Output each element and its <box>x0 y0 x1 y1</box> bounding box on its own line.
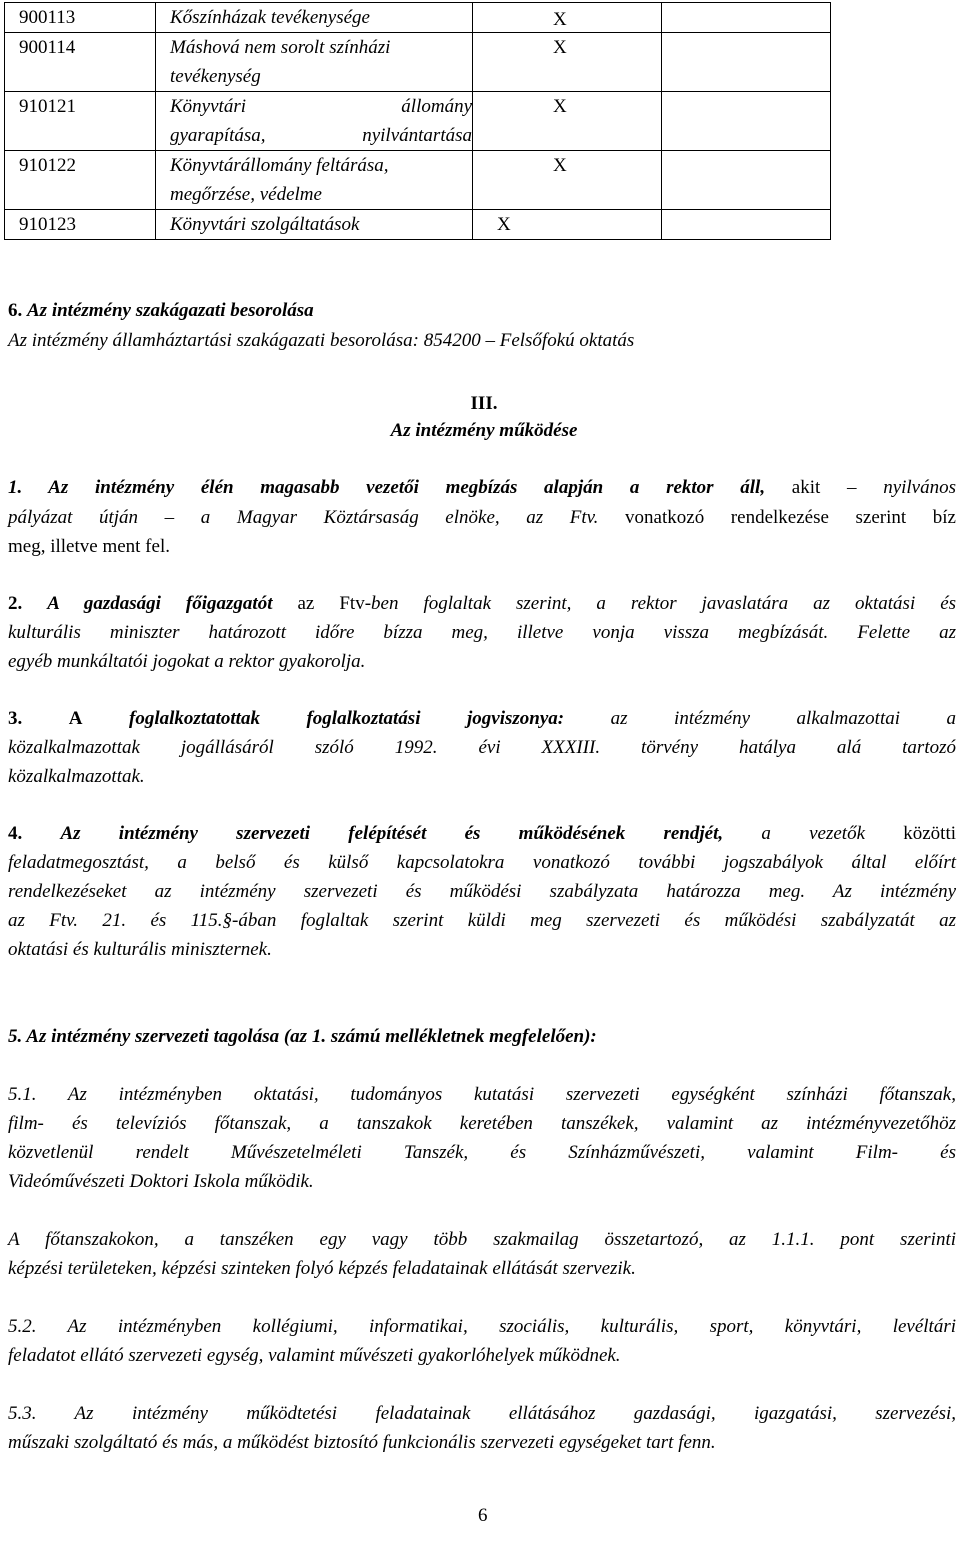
para-4-line-1 <box>8 823 956 845</box>
para-4-vezetok: vezetők <box>809 823 865 844</box>
para-2-line-1 <box>8 593 956 615</box>
para-51-line-4: Videóművészeti Doktori Iskola működik. <box>8 1171 314 1192</box>
activity-name-line: gyarapítása, nyilvántartása <box>170 125 472 146</box>
activity-name-line: tevékenység <box>170 66 261 87</box>
para-52-line-2: feladatot ellátó szervezeti egység, valamint művészeti gyakorlóhelyek működnek. <box>8 1345 621 1366</box>
para-3-bold: foglalkoztatottak foglalkoztatási jogviszonya: <box>129 708 565 729</box>
mark-cell <box>473 33 662 92</box>
page-number: 6 <box>478 1505 488 1526</box>
chapter-title: Az intézmény működése <box>390 420 578 441</box>
para-4-number: 4. <box>8 823 23 844</box>
activity-code: 900114 <box>5 33 156 92</box>
para-1-nyilvanos: – nyilvános <box>847 477 957 498</box>
para-3-line-1 <box>8 708 956 730</box>
para-1-line-2 <box>8 507 956 529</box>
para-2-rest: ben foglaltak szerint, a rektor javaslatára az oktatási és <box>371 593 957 614</box>
para-2-line-2: kulturális miniszter határozott időre bízza meg, illetve vonja vissza megbízását. Felette az <box>8 622 956 643</box>
section-5-title: 5. Az intézmény szervezeti tagolása (az 1. számú mellékletnek megfelelően): <box>8 1026 597 1047</box>
table-row <box>5 210 831 240</box>
table-row <box>5 33 831 92</box>
para-51-line-3: közvetlenül rendelt Művészetelméleti Tanszék, és Színházművészeti, valamint Film- és <box>8 1142 956 1163</box>
activity-name-line: megőrzése, védelme <box>170 184 322 205</box>
table-row <box>5 3 831 33</box>
para-1-line-2a: pályázat útján – a Magyar Köztársaság elnöke, az Ftv. <box>8 507 599 528</box>
para-4-line-4b: §-ában foglaltak szerint küldi meg szervezeti és működési szabályzatát az <box>222 910 957 931</box>
section-6-title: Az intézmény szakágazati besorolása <box>27 300 314 321</box>
para-4-kozotti: közötti <box>903 823 957 844</box>
para-4-line-2: feladatmegosztást, a belső és külső kapcsolatokra vonatkozó további jogszabályok által előírt <box>8 852 956 873</box>
activity-code: 910123 <box>5 210 156 240</box>
para-53-line-1: 5.3. Az intézmény működtetési feladatainak ellátásához gazdasági, igazgatási, szervezési, <box>8 1403 956 1424</box>
para-2-bold: A gazdasági főigazgatót <box>47 593 273 614</box>
activity-table <box>4 2 831 240</box>
mark-cell <box>473 151 662 210</box>
mark-cell <box>473 3 662 33</box>
mark-cell <box>473 92 662 151</box>
para-1-bold: 1. Az intézmény élén magasabb vezetői megbízás alapján a rektor áll, <box>8 477 766 498</box>
para-3-number: 3. <box>8 708 23 729</box>
chapter-number: III. <box>470 393 498 414</box>
para-51b-line-1: A főtanszakokon, a tanszéken egy vagy több szakmailag összetartozó, az 1.1.1. pont szerinti <box>8 1229 956 1250</box>
para-51-line-1: 5.1. Az intézményben oktatási, tudományos kutatási szervezeti egységként színházi főtanszak, <box>8 1084 956 1105</box>
para-3-a: A <box>68 708 83 729</box>
mark-x: X <box>553 155 567 176</box>
activity-name <box>156 3 473 33</box>
section-6-heading <box>8 300 314 322</box>
section-6-number: 6. <box>8 300 23 321</box>
mark-x: X <box>497 214 511 235</box>
para-1-line-1 <box>8 477 956 499</box>
mark-x: X <box>553 37 567 58</box>
activity-name-line: Könyvtári állomány <box>170 96 472 117</box>
para-4-line-3: rendelkezéseket az intézmény szervezeti és működési szabályzata határozza meg. Az intézmény <box>8 881 956 902</box>
para-51b-line-2: képzési területeken, képzési szinteken folyó képzés feladatainak ellátását szervezik. <box>8 1258 636 1279</box>
para-51-line-2: film- és televíziós főtanszak, a tanszakok keretében tanszékek, valamint az intézményvezetőhöz <box>8 1113 956 1134</box>
table-row <box>5 92 831 151</box>
table-row <box>5 151 831 210</box>
para-2-ftv: Ftv- <box>339 593 372 614</box>
activity-name-line: Máshová nem sorolt színházi <box>170 37 391 58</box>
activity-name <box>156 33 473 92</box>
para-4-line-5: oktatási és kulturális miniszternek. <box>8 939 272 960</box>
activity-name <box>156 151 473 210</box>
para-1-line-3: meg, illetve ment fel. <box>8 536 170 557</box>
section-6-text: Az intézmény államháztartási szakágazati besorolása: 854200 – Felsőfokú oktatás <box>8 330 635 351</box>
para-3-line-2: közalkalmazottak jogállásáról szóló 1992. évi XXXIII. törvény hatálya alá tartozó <box>8 737 956 758</box>
para-2-number: 2. <box>8 593 23 614</box>
para-4-a: a <box>761 823 771 844</box>
para-52-line-1: 5.2. Az intézményben kollégiumi, informatikai, szociális, kulturális, sport, könyvtári, levéltári <box>8 1316 956 1337</box>
activity-name <box>156 92 473 151</box>
activity-name-line: Könyvtárállomány feltárása, <box>170 155 389 176</box>
para-4-line-4a: az Ftv. 21. és 115. <box>8 910 223 931</box>
activity-name-line: Kőszínházak tevékenysége <box>170 7 370 28</box>
empty-cell <box>662 210 831 240</box>
para-53-line-2: műszaki szolgáltató és más, a működést biztosító funkcionális szervezeti egységeket tart fenn. <box>8 1432 716 1453</box>
mark-x: X <box>553 96 567 117</box>
activity-code: 910122 <box>5 151 156 210</box>
para-2-line-3: egyéb munkáltatói jogokat a rektor gyakorolja. <box>8 651 366 672</box>
para-3-rest: az intézmény alkalmazottai a <box>610 708 957 729</box>
para-4-bold: Az intézmény szervezeti felépítését és működésének rendjét, <box>60 823 724 844</box>
para-1-akit: akit <box>791 477 821 498</box>
para-4-line-4 <box>8 910 956 932</box>
para-1-line-2b: vonatkozó rendelkezése szerint bíz <box>625 507 956 528</box>
activity-code: 900113 <box>5 3 156 33</box>
mark-x-top: X <box>553 9 567 30</box>
para-3-line-3: közalkalmazottak. <box>8 766 145 787</box>
activity-name <box>156 210 473 240</box>
mark-cell <box>473 210 662 240</box>
activity-name-line: Könyvtári szolgáltatások <box>170 214 360 235</box>
para-2-az: az <box>297 593 315 614</box>
activity-table-body <box>5 3 831 240</box>
activity-code: 910121 <box>5 92 156 151</box>
